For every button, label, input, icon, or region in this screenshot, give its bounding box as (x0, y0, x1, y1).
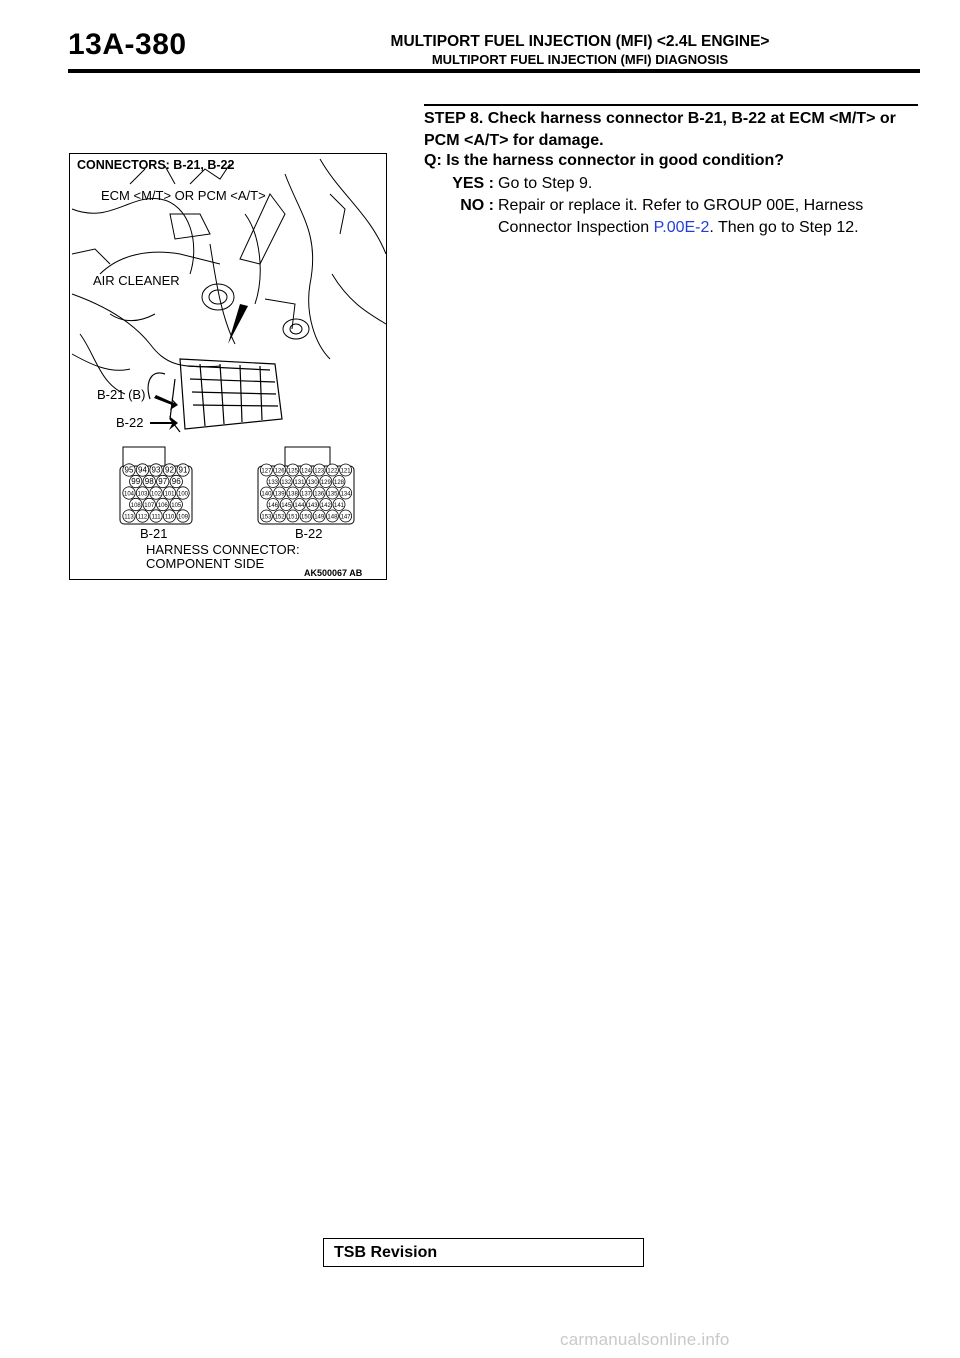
connector-pin-number: 95 (124, 465, 134, 475)
connector-pin-number: 131 (294, 480, 305, 486)
connector-pin-number: 137 (300, 491, 312, 498)
answer-yes (424, 173, 918, 195)
connector-pin-number: 130 (307, 480, 318, 486)
connector-pin-number: 148 (327, 514, 338, 521)
connector-pin-number: 107 (144, 503, 155, 509)
connector-pin-number: 127 (261, 468, 272, 475)
connector-pin-number: 96 (171, 477, 181, 486)
connector-pin-number: 134 (340, 491, 351, 498)
connector-pin-number: 139 (274, 491, 285, 498)
header-title: MULTIPORT FUEL INJECTION (MFI) <2.4L ENGINE> (390, 33, 770, 50)
connector-pin-number: 133 (267, 480, 279, 486)
connector-pin-number: 143 (307, 503, 318, 509)
figure-id: AK500067 AB (304, 568, 363, 578)
connector-pin-number: 144 (294, 503, 305, 509)
b21-connector-label: B-21 (140, 526, 168, 541)
harness-label-line1: HARNESS CONNECTOR: (146, 542, 300, 557)
connector-pin-number: 103 (137, 491, 148, 498)
connector-pin-number: 147 (340, 514, 351, 521)
connector-pin-number: 146 (267, 503, 279, 509)
connector-pin-number: 124 (300, 468, 312, 475)
connector-pin-number: 125 (287, 468, 298, 475)
connector-pin-number: 112 (137, 514, 148, 521)
connector-pin-number: 151 (287, 514, 298, 521)
b22-connector-label: B-22 (295, 526, 323, 541)
connector-pin-number: 97 (158, 477, 168, 486)
connector-illustration (70, 154, 387, 580)
ecm-label: ECM <M/T> OR PCM <A/T> (101, 188, 266, 203)
connector-pin-number: 101 (164, 491, 175, 498)
connector-pin-number: 91 (178, 465, 188, 475)
yes-label: YES : (452, 175, 494, 192)
connector-pin-number: 94 (138, 465, 147, 475)
connector-pin-number: 98 (144, 477, 154, 486)
b21-pin-grid (123, 464, 189, 522)
connector-pin-number: 110 (164, 514, 175, 521)
header-subtitle: MULTIPORT FUEL INJECTION (MFI) DIAGNOSIS (431, 52, 729, 67)
connector-pin-number: 152 (274, 514, 285, 521)
connector-pin-number: 153 (261, 514, 272, 521)
b22-arrow-label: B-22 (116, 415, 144, 430)
connector-pin-number: 102 (150, 491, 162, 498)
footer-box (323, 1238, 644, 1267)
page-number: 13A-380 (68, 28, 187, 61)
connector-pin-number: 100 (177, 491, 189, 498)
connector-pin-number: 113 (124, 514, 134, 521)
b22-pin-grid (260, 464, 351, 522)
b21b-label: B-21 (B) (97, 387, 146, 402)
connector-pin-number: 92 (165, 465, 174, 475)
step-title: STEP 8. Check harness connector B-21, B-22 at ECM <M/T> or PCM <A/T> for damage. (424, 110, 896, 149)
connector-pin-number: 140 (261, 491, 272, 498)
no-text-after: . Then go to Step 12. (709, 219, 859, 236)
figure-title: CONNECTORS: B-21, B-22 (77, 158, 235, 172)
connector-pin-number: 135 (327, 491, 338, 498)
connector-pin-number: 108 (130, 503, 141, 509)
yes-text: Go to Step 9. (498, 175, 593, 192)
connector-pin-number: 123 (314, 468, 325, 475)
header-rule (68, 69, 920, 73)
connector-pin-number: 106 (157, 503, 168, 509)
connector-pin-number: 142 (320, 503, 331, 509)
connector-pin-number: 150 (300, 514, 312, 521)
air-cleaner-label: AIR CLEANER (93, 273, 180, 288)
connector-pin-number: 132 (281, 480, 292, 486)
connector-pin-number: 138 (287, 491, 298, 498)
connector-pin-number: 105 (171, 503, 182, 509)
connector-pin-number: 149 (314, 514, 325, 521)
connector-pin-number: 99 (131, 477, 141, 486)
connector-pin-number: 122 (327, 468, 338, 475)
connector-pin-number: 136 (314, 491, 325, 498)
connector-pin-number: 128 (333, 480, 345, 486)
connector-pin-number: 93 (151, 465, 161, 475)
connector-pin-number: 104 (123, 491, 135, 498)
connector-pin-number: 129 (320, 480, 331, 486)
connector-pin-number: 109 (177, 514, 189, 521)
harness-inspection-link[interactable]: P.00E-2 (653, 219, 710, 236)
connector-pin-number: 121 (340, 468, 351, 475)
answer-no (424, 195, 918, 239)
connector-pin-number: 111 (151, 514, 161, 521)
no-label: NO : (460, 197, 494, 214)
watermark: carmanualsonline.info (560, 1330, 730, 1349)
connector-pin-number: 141 (333, 503, 345, 509)
question: Q: Is the harness connector in good condition? (424, 152, 785, 169)
tsb-revision-label: TSB Revision (334, 1244, 438, 1261)
no-text-before: Repair or replace it. Refer to GROUP 00E, Harness Connector Inspection (498, 197, 864, 236)
no-text (498, 195, 918, 239)
step-rule (424, 104, 918, 106)
connector-figure (69, 153, 387, 580)
harness-label-line2: COMPONENT SIDE (146, 556, 265, 571)
connector-pin-number: 126 (274, 468, 285, 475)
connector-pin-number: 145 (281, 503, 292, 509)
